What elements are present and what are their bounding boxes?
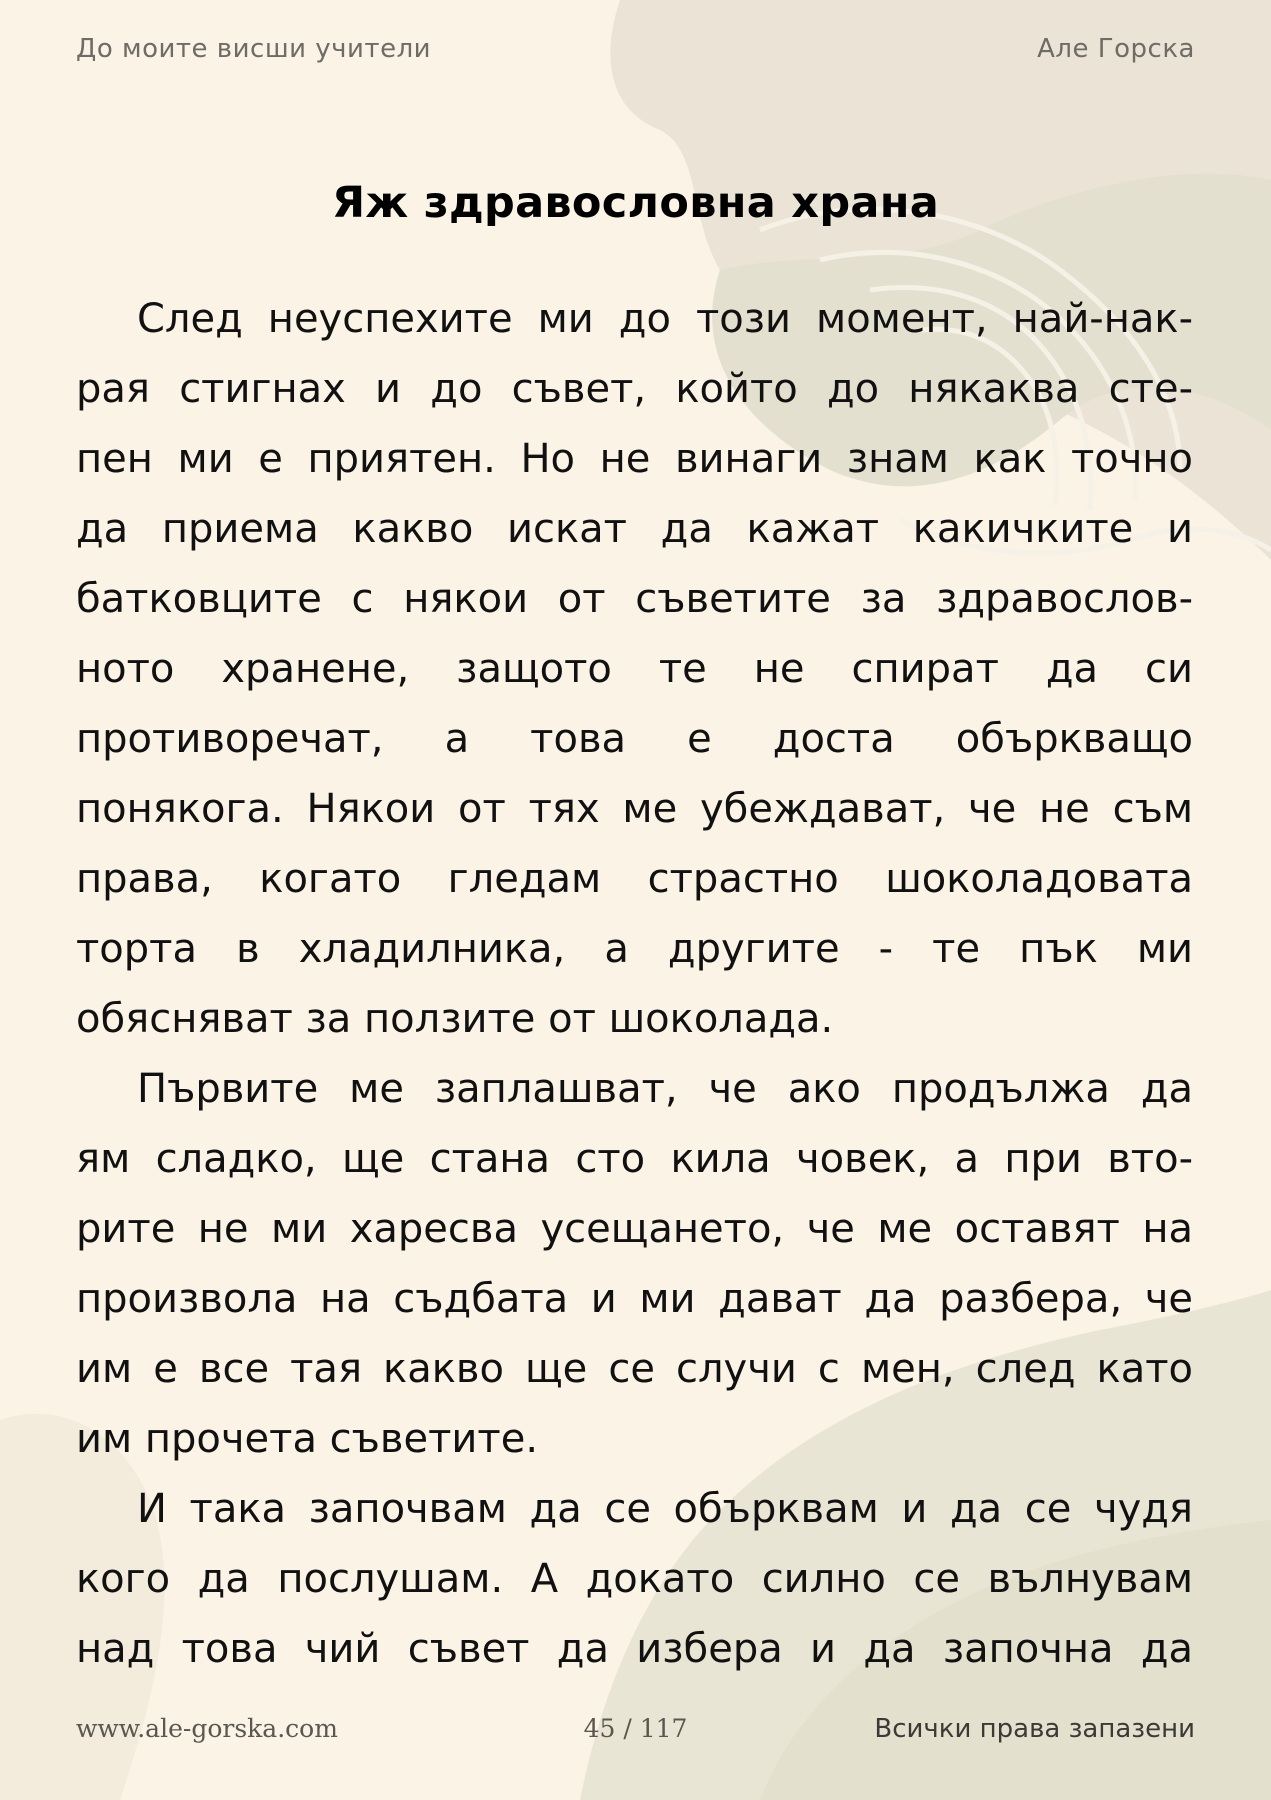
text-line: произвола на съдбата и ми дават да разбера, че xyxy=(76,1276,1193,1322)
chapter-body xyxy=(76,284,1193,1684)
paragraph xyxy=(76,1054,1193,1474)
text-line: торта в хладилника, а другите - те пък ми xyxy=(76,926,1193,972)
text-line: да приема какво искат да кажат какичките и xyxy=(76,506,1193,552)
text-line: понякога. Някои от тях ме убеждават, че не съм xyxy=(76,786,1193,832)
text-line: батковците с някои от съветите за здравослов- xyxy=(76,576,1193,622)
text-line: И така започвам да се обърквам и да се чудя xyxy=(137,1486,1193,1532)
text-line: кого да послушам. А докато силно се вълнувам xyxy=(76,1556,1193,1602)
page-footer xyxy=(76,1714,1195,1748)
copyright-notice: Всички права запазени xyxy=(874,1714,1195,1744)
text-line: Първите ме заплашват, че ако продължа да xyxy=(137,1066,1193,1112)
text-line: им е все тая какво ще се случи с мен, след като xyxy=(76,1346,1193,1392)
paragraph xyxy=(76,1474,1193,1684)
text-line: обясняват за ползите от шоколада. xyxy=(76,996,834,1042)
text-line: рите не ми харесва усещането, че ме оставят на xyxy=(76,1206,1193,1252)
text-line: ното хранене, защото те не спират да си xyxy=(76,646,1193,692)
chapter-title: Яж здравословна храна xyxy=(331,178,940,228)
page-header xyxy=(76,34,1195,68)
page-number: 45 / 117 xyxy=(583,1714,688,1743)
text-line: им прочета съветите. xyxy=(76,1416,539,1462)
author-name: Але Горска xyxy=(1037,34,1195,64)
paragraph xyxy=(76,284,1193,1054)
text-line: рая стигнах и до съвет, който до някаква сте- xyxy=(76,366,1193,412)
book-title: До моите висши учители xyxy=(76,34,432,64)
text-line: ям сладко, ще стана сто кила човек, а при вто- xyxy=(76,1136,1193,1182)
text-line: права, когато гледам страстно шоколадовата xyxy=(76,856,1193,902)
text-line: противоречат, а това е доста объркващо xyxy=(76,716,1193,762)
text-line: над това чий съвет да избера и да започна да xyxy=(76,1626,1193,1672)
text-line: пен ми е приятен. Но не винаги знам как точно xyxy=(76,436,1193,482)
website-link[interactable]: www.ale-gorska.com xyxy=(76,1714,338,1743)
text-line: След неуспехите ми до този момент, най-нак- xyxy=(137,296,1193,342)
